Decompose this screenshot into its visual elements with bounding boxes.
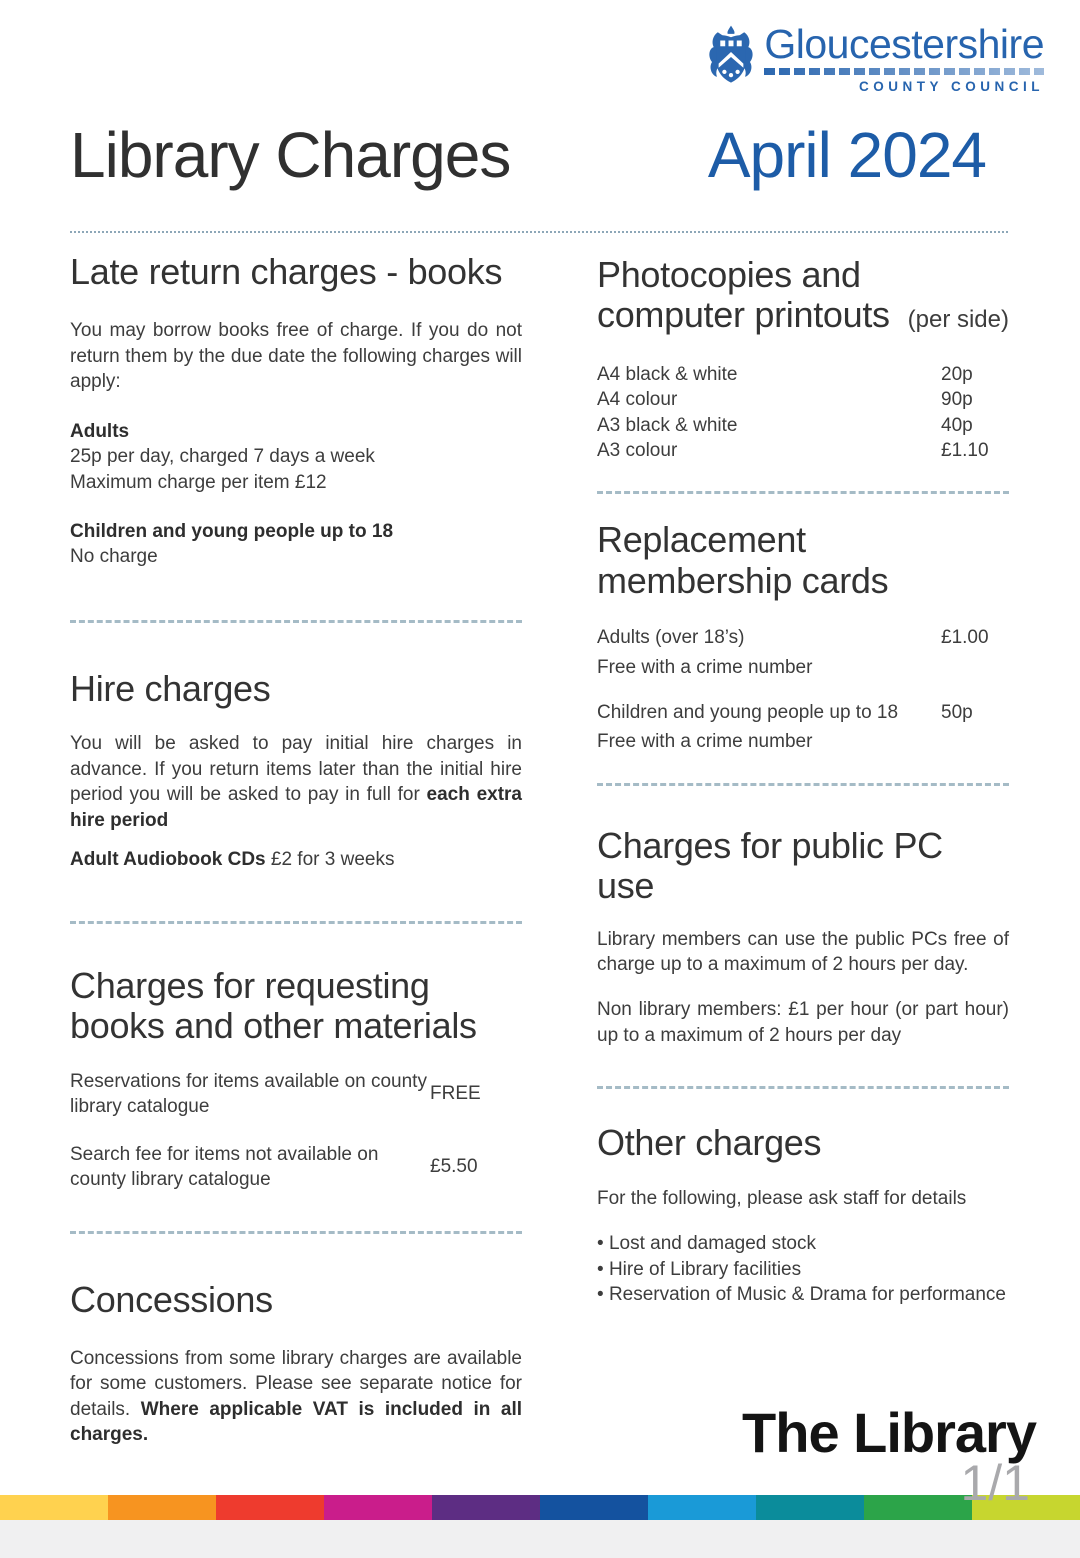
section-divider	[70, 1231, 522, 1234]
concessions-bold: Where applicable VAT is included in all charges.	[70, 1398, 523, 1446]
group-line: Maximum charge per item £12	[70, 471, 327, 493]
right-column	[597, 255, 1009, 1307]
section-heading: Photocopies and computer printouts (per side)	[597, 254, 1009, 336]
page-title: Library Charges	[70, 119, 511, 191]
stripe-segment	[864, 1495, 972, 1520]
library-brand: The Library	[742, 1401, 1036, 1464]
photocopy-rows	[597, 362, 1009, 464]
hire-item-label: Adult Audiobook CDs	[70, 849, 266, 871]
other-intro: For the following, please ask staff for details	[597, 1187, 967, 1209]
list-item: • Reservation of Music & Drama for performance	[597, 1282, 1009, 1307]
group-label: Children and young people up to 18	[70, 521, 394, 543]
table-row	[597, 413, 1009, 438]
title-row	[70, 118, 1010, 192]
page-indicator: 1/1	[960, 1455, 1030, 1511]
logo-dash-bar	[764, 68, 1044, 75]
footer-stripe	[0, 1495, 1080, 1520]
row-price: 20p	[941, 363, 973, 385]
stripe-segment	[0, 1495, 108, 1520]
row-price: £1.10	[941, 439, 989, 461]
charge-group-children	[70, 519, 522, 570]
section-other-charges	[597, 1123, 1009, 1307]
row-label-group	[597, 700, 941, 755]
row-price: FREE	[430, 1083, 481, 1105]
section-photocopies	[597, 255, 1009, 463]
left-column	[70, 252, 522, 1448]
late-return-intro: You may borrow books free of charge. If you do not return them by the due date the following charges will apply:	[70, 320, 522, 393]
stripe-segment	[540, 1495, 648, 1520]
hire-item-value: £2 for 3 weeks	[265, 849, 395, 871]
table-row	[597, 387, 1009, 412]
row-label: Search fee for items not available on county library catalogue	[70, 1143, 379, 1191]
stripe-segment	[432, 1495, 540, 1520]
row-sublabel: Free with a crime number	[597, 656, 813, 678]
council-logo	[706, 21, 1044, 94]
row-price: £5.50	[430, 1156, 478, 1178]
section-requesting	[70, 966, 522, 1192]
section-divider	[597, 1086, 1009, 1089]
group-line: 25p per day, charged 7 days a week	[70, 446, 375, 468]
section-divider	[70, 620, 522, 623]
section-heading: Replacement membership cards	[597, 519, 889, 601]
table-row	[597, 625, 1009, 680]
section-heading: Charges for requesting books and other materials	[70, 965, 477, 1047]
row-label: A4 black & white	[597, 363, 738, 385]
section-heading: Hire charges	[70, 667, 271, 709]
hire-item	[70, 849, 522, 871]
logo-name: Gloucestershire	[764, 21, 1044, 67]
requesting-rows	[70, 1069, 522, 1193]
title-divider	[70, 231, 1008, 233]
list-item: • Lost and damaged stock	[597, 1231, 1009, 1256]
other-charges-list	[597, 1231, 1009, 1307]
table-row	[597, 700, 1009, 755]
pc-use-para1: Library members can use the public PCs free of charge up to a maximum of 2 hours per day.	[597, 928, 1009, 975]
stripe-segment	[324, 1495, 432, 1520]
section-membership-cards	[597, 520, 1009, 754]
section-divider	[70, 921, 522, 924]
stripe-segment	[756, 1495, 864, 1520]
section-heading: Concessions	[70, 1278, 273, 1320]
row-price: 50p	[941, 701, 973, 723]
section-divider	[597, 491, 1009, 494]
page-date: April 2024	[707, 119, 986, 191]
logo-subtitle: COUNTY COUNCIL	[858, 79, 1044, 94]
council-crest-icon	[706, 24, 756, 90]
per-side-note: (per side)	[907, 306, 1009, 334]
section-hire-charges	[70, 669, 522, 871]
hire-intro-bold: each extra hire period	[70, 784, 522, 831]
row-label: Adults (over 18’s)	[597, 627, 745, 649]
table-row	[597, 438, 1009, 463]
list-item: • Hire of Library facilities	[597, 1257, 1009, 1282]
row-label: Children and young people up to 18	[597, 701, 899, 723]
stripe-segment	[648, 1495, 756, 1520]
row-label: A3 black & white	[597, 414, 738, 436]
group-label: Adults	[70, 420, 130, 442]
concessions-body	[70, 1346, 522, 1448]
row-price: 40p	[941, 414, 973, 436]
section-heading: Charges for public PC use	[597, 824, 943, 907]
stripe-segment	[216, 1495, 324, 1520]
hire-intro	[70, 731, 522, 833]
section-divider	[597, 783, 1009, 786]
row-label: A3 colour	[597, 439, 678, 461]
row-label: Reservations for items available on county library catalogue	[70, 1070, 427, 1118]
section-pc-use	[597, 826, 1009, 1048]
concessions-plain: Concessions from some library charges are available for some customers. Please see separate notice for details.	[70, 1347, 522, 1420]
viewer-background	[0, 1520, 1080, 1558]
row-price: 90p	[941, 389, 973, 411]
table-row	[597, 362, 1009, 387]
row-label: A4 colour	[597, 389, 678, 411]
table-row	[70, 1069, 522, 1120]
pc-use-para2: Non library members: £1 per hour (or part hour) up to a maximum of 2 hours per day	[597, 999, 1009, 1046]
group-line: No charge	[70, 546, 158, 568]
section-concessions	[70, 1280, 522, 1448]
section-late-return	[70, 252, 522, 570]
stripe-segment	[108, 1495, 216, 1520]
section-heading: Late return charges - books	[70, 251, 503, 292]
row-label-group	[597, 625, 941, 680]
row-sublabel: Free with a crime number	[597, 731, 813, 753]
section-heading: Other charges	[597, 1122, 822, 1164]
charge-group-adults	[70, 419, 522, 495]
table-row	[70, 1142, 522, 1193]
hire-intro-plain: You will be asked to pay initial hire charges in advance. If you return items later than the initial hire period you will be asked to pay in full for	[70, 733, 522, 806]
row-price: £1.00	[941, 627, 989, 649]
